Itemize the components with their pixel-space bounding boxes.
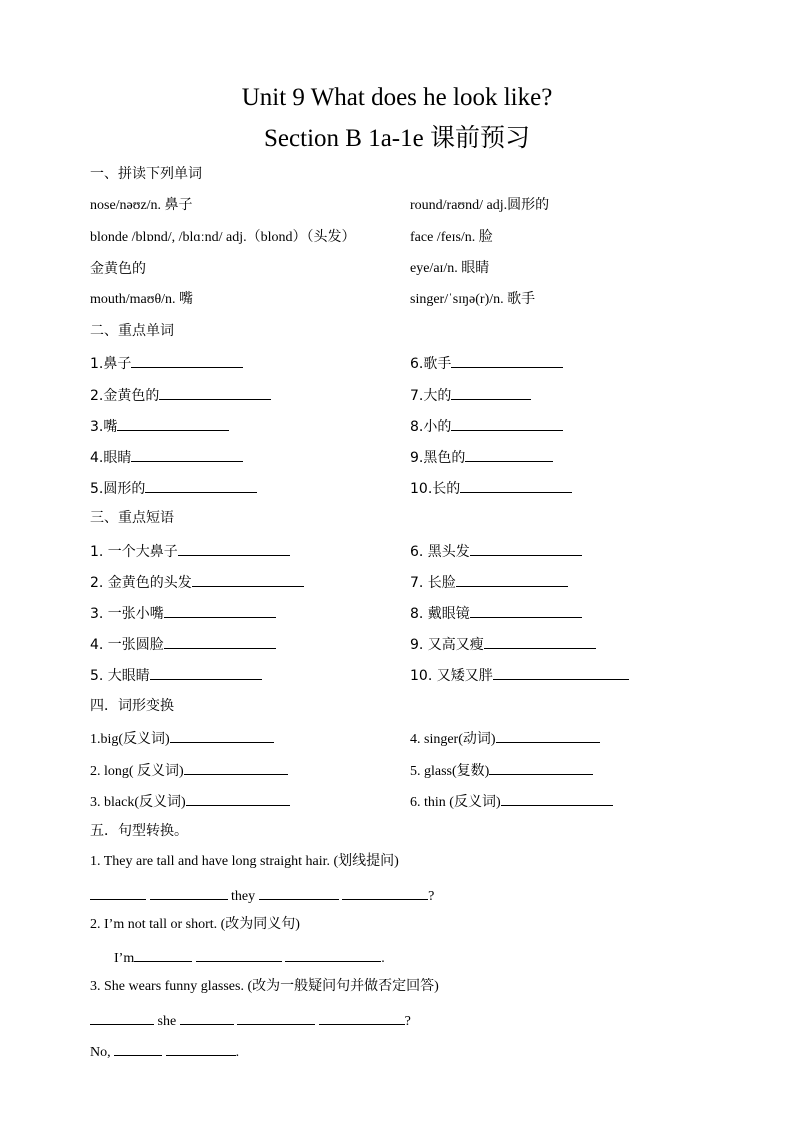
- phrase-blank[interactable]: [90, 572, 304, 592]
- word-blank[interactable]: [410, 416, 563, 436]
- phrase-blank[interactable]: [90, 541, 290, 561]
- answer-2[interactable]: [114, 947, 385, 968]
- prompt: 1.big(反义词): [90, 732, 170, 747]
- phrase-blank[interactable]: [410, 603, 582, 623]
- prompt: 8. 戴眼镜: [410, 606, 470, 622]
- prompt: 5. 大眼睛: [90, 668, 150, 684]
- transform-blank[interactable]: [410, 728, 600, 749]
- answer-word: I’m: [114, 951, 135, 966]
- title-line-1: Unit 9 What does he look like?: [241, 84, 553, 111]
- section-2-heading: 二、重点单词: [90, 323, 174, 339]
- vocab-item: singer/ˈsɪŋə(r)/n. 歌手: [410, 292, 536, 307]
- answer-punct: .: [235, 1045, 240, 1060]
- vocab-item: round/raʊnd/ adj.圆形的: [410, 198, 550, 213]
- vocab-item: nose/nəʊz/n. 鼻子: [90, 198, 193, 213]
- section-3-heading: 三、重点短语: [90, 510, 174, 526]
- word-blank[interactable]: [90, 416, 229, 436]
- word-blank[interactable]: [90, 478, 257, 498]
- answer-punct: ?: [404, 1014, 411, 1029]
- vocab-item: 金黄色的: [90, 261, 146, 277]
- prompt: 2. long( 反义词): [90, 764, 184, 779]
- answer-punct: .: [381, 951, 385, 966]
- vocab-item: mouth/maʊθ/n. 嘴: [90, 292, 194, 307]
- phrase-blank[interactable]: [90, 665, 262, 685]
- word-blank[interactable]: [410, 353, 563, 373]
- phrase-blank[interactable]: [410, 541, 582, 561]
- question-1: 1. They are tall and have long straight hair. (划线提问): [90, 854, 399, 869]
- phrase-blank[interactable]: [410, 572, 568, 592]
- prompt: 6.歌手: [410, 356, 452, 372]
- prompt: 6. 黑头发: [410, 544, 470, 560]
- prompt: 9. 又高又瘦: [410, 637, 484, 653]
- answer-1[interactable]: [90, 885, 434, 906]
- prompt: 7. 长脸: [410, 575, 456, 591]
- phrase-blank[interactable]: [410, 634, 596, 654]
- answer-word: No,: [90, 1045, 111, 1060]
- answer-word: they: [231, 889, 256, 904]
- prompt: 5.圆形的: [90, 481, 146, 497]
- section-1-heading: 一、拼读下列单词: [90, 166, 202, 182]
- vocab-item: face /feɪs/n. 脸: [410, 230, 493, 245]
- prompt: 8.小的: [410, 419, 452, 435]
- prompt: 3. black(反义词): [90, 795, 186, 810]
- prompt: 3. 一张小嘴: [90, 606, 164, 622]
- prompt: 1.鼻子: [90, 356, 132, 372]
- prompt: 4. 一张圆脸: [90, 637, 164, 653]
- question-2: 2. I’m not tall or short. (改为同义句): [90, 917, 300, 932]
- prompt: 5. glass(复数): [410, 764, 490, 779]
- answer-4[interactable]: [90, 1041, 239, 1062]
- phrase-blank[interactable]: [90, 603, 276, 623]
- prompt: 10. 又矮又胖: [410, 668, 493, 684]
- prompt: 6. thin (反义词): [410, 795, 501, 810]
- word-blank[interactable]: [410, 447, 553, 467]
- word-blank[interactable]: [410, 478, 572, 498]
- section-4-heading: 四．词形变换: [90, 698, 174, 714]
- word-blank[interactable]: [410, 385, 531, 405]
- prompt: 9.黑色的: [410, 450, 466, 466]
- transform-blank[interactable]: [90, 791, 290, 812]
- title-line-2: Section B 1a-1e 课前预习: [264, 125, 530, 152]
- prompt: 3.嘴: [90, 419, 118, 435]
- word-blank[interactable]: [90, 385, 271, 405]
- transform-blank[interactable]: [90, 760, 288, 781]
- prompt: 4. singer(动词): [410, 732, 496, 747]
- section-5-heading: 五．句型转换。: [90, 823, 188, 839]
- phrase-blank[interactable]: [410, 665, 629, 685]
- transform-blank[interactable]: [410, 791, 613, 812]
- word-blank[interactable]: [90, 353, 243, 373]
- answer-punct: ?: [428, 889, 435, 904]
- prompt: 10.长的: [410, 481, 461, 497]
- answer-3[interactable]: [90, 1010, 411, 1031]
- question-3: 3. She wears funny glasses. (改为一般疑问句并做否定回答): [90, 979, 439, 994]
- prompt: 2. 金黄色的头发: [90, 575, 192, 591]
- vocab-item: blonde /blɒnd/, /blɑːnd/ adj.（blond）（头发）: [90, 230, 356, 245]
- phrase-blank[interactable]: [90, 634, 276, 654]
- transform-blank[interactable]: [410, 760, 593, 781]
- prompt: 7.大的: [410, 388, 452, 404]
- vocab-item: eye/aɪ/n. 眼睛: [410, 261, 490, 276]
- transform-blank[interactable]: [90, 728, 274, 749]
- prompt: 2.金黄色的: [90, 388, 160, 404]
- prompt: 4.眼睛: [90, 450, 132, 466]
- word-blank[interactable]: [90, 447, 243, 467]
- answer-word: she: [157, 1014, 177, 1029]
- prompt: 1. 一个大鼻子: [90, 544, 178, 560]
